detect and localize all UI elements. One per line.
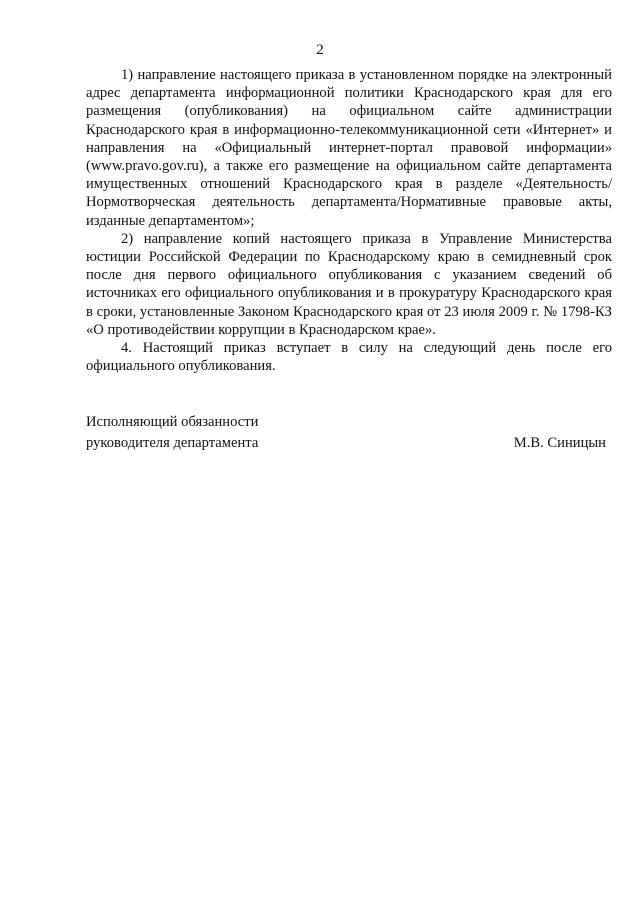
- signatory-title-line2: руководителя департамента: [86, 435, 259, 451]
- paragraph-item-1: 1) направление настоящего приказа в установленном порядке на электронный адрес департамента информационной политики Краснодарского края для его размещения (опубликования) на официальном сайте администрации Краснодарского края в информационно-телекоммуникационной сети «Интернет» и направления на «Официальный интернет-портал правовой информации» (www.pravo.gov.ru), а также его размещение на официальном сайте департамента имущественных отношений Краснодарского края в разделе «Деятельность/Нормотворческая деятельность департамента/Нормативные правовые акты, изданные департаментом»;: [86, 67, 612, 229]
- signatory-title-line1: Исполняющий обязанности: [86, 414, 259, 430]
- document-body: [86, 66, 612, 375]
- signature-block: [86, 412, 612, 454]
- page-number: 2: [316, 42, 324, 58]
- paragraph-item-2: 2) направление копий настоящего приказа в Управление Министерства юстиции Российской Федерации по Краснодарскому краю в семидневный срок после дня первого официального опубликования с указанием сведений об источниках его официального опубликования и в прокуратуру Краснодарского края в сроки, установленные Законом Краснодарского края от 23 июля 2009 г. № 1798-КЗ «О противодействии коррупции в Краснодарском крае».: [86, 230, 612, 338]
- signatory-name: М.В. Синицын: [513, 435, 606, 451]
- paragraph-item-4: 4. Настоящий приказ вступает в силу на следующий день после его официального опубликования.: [86, 340, 612, 375]
